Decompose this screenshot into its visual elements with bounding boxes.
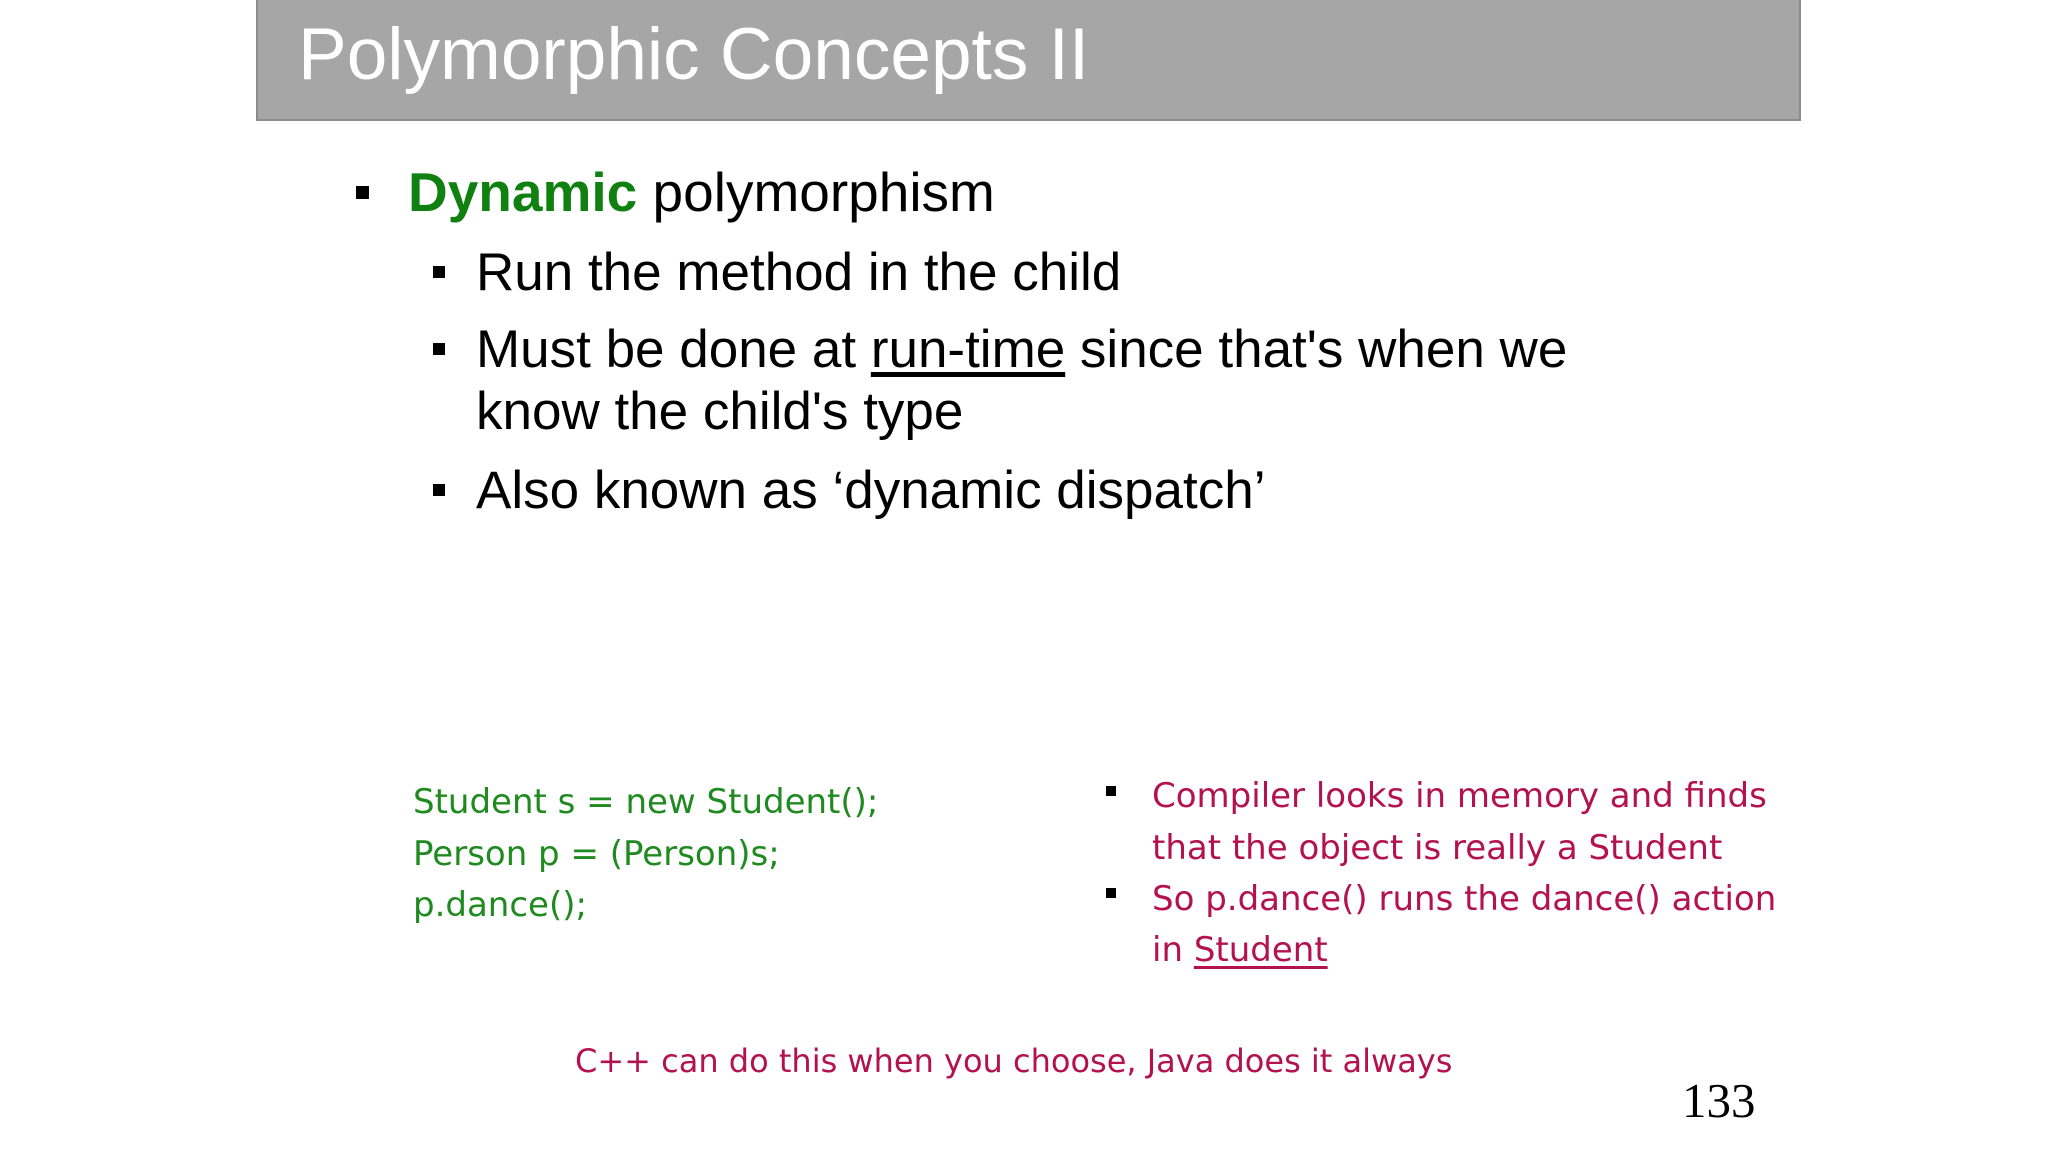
dynamic-keyword: Dynamic <box>408 161 638 223</box>
bullet-marker <box>433 266 445 278</box>
sub-bullet-runtime <box>476 319 1567 381</box>
note-1-line-1: Compiler looks in memory and finds <box>1152 776 1767 816</box>
footer-note: C++ can do this when you choose, Java does it always <box>575 1042 1453 1080</box>
bullet-marker <box>433 484 445 496</box>
bullet-marker <box>356 186 369 199</box>
note-2-line-2-before: in <box>1152 930 1194 970</box>
sub-bullet-runtime-line2: know the child's type <box>476 382 964 441</box>
note-1-line-2: that the object is really a Student <box>1152 828 1723 868</box>
title-bar <box>256 0 1801 121</box>
note-bullet-marker <box>1106 786 1116 796</box>
student-underlined: Student <box>1193 930 1328 970</box>
note-bullet-marker <box>1106 888 1116 898</box>
bullet1-rest: polymorphism <box>637 161 995 223</box>
bullet-dynamic-polymorphism <box>408 161 995 223</box>
bullet-marker <box>433 343 445 355</box>
code-line-1: Student s = new Student(); <box>413 782 879 822</box>
note-2-line-2 <box>1152 925 1328 975</box>
slide-title: Polymorphic Concepts II <box>298 14 1090 95</box>
sub-bullet-run-method: Run the method in the child <box>476 243 1122 302</box>
code-line-2: Person p = (Person)s; <box>413 834 780 874</box>
sub-bullet-dynamic-dispatch: Also known as ‘dynamic dispatch’ <box>476 461 1266 520</box>
note-2-line-1: So p.dance() runs the dance() action <box>1152 879 1777 919</box>
page-number: 133 <box>1682 1073 1756 1128</box>
sub2-after: since that's when we <box>1065 320 1568 379</box>
run-time-underlined: run-time <box>870 320 1066 379</box>
code-line-3: p.dance(); <box>413 885 587 925</box>
sub2-before: Must be done at <box>476 320 871 379</box>
